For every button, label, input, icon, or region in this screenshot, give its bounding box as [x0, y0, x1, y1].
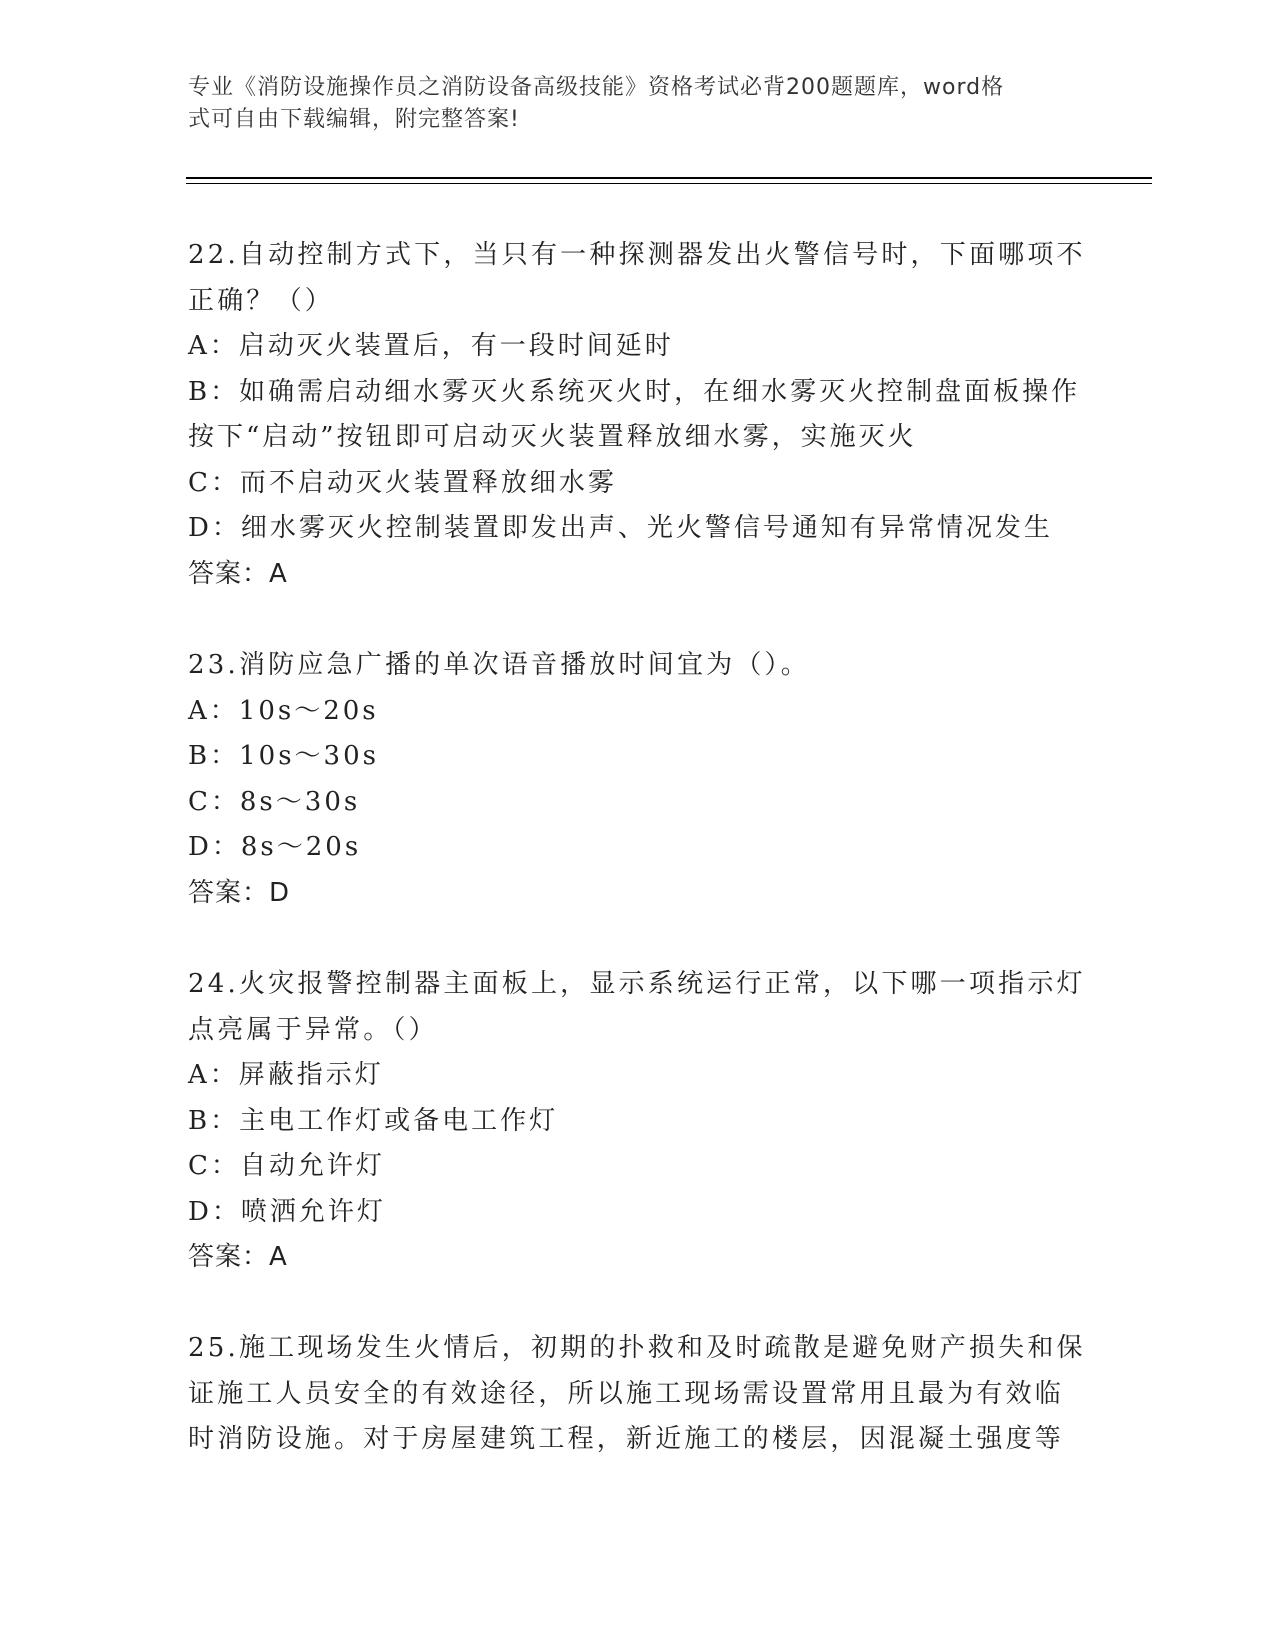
answer-line: 答案：A — [188, 1242, 288, 1272]
header-line-2: 式可自由下载编辑，附完整答案! — [188, 107, 520, 132]
option-b: B：10s～30s — [188, 741, 379, 771]
question-stem — [188, 233, 1088, 324]
header-line-1: 专业《消防设施操作员之消防设备高级技能》资格考试必背200题题库，word格 — [188, 75, 1005, 100]
option-a: A：屏蔽指示灯 — [188, 1060, 384, 1090]
option-c: C：8s～30s — [188, 786, 361, 817]
stem-line: 证施工人员安全的有效途径，所以施工现场需设置常用且最为有效临 — [188, 1378, 1065, 1409]
option-b: B：如确需启动细水雾灭火系统灭火时，在细水雾灭火控制盘面板操作 — [188, 376, 1081, 407]
question-25 — [188, 1326, 1088, 1463]
question-24 — [188, 962, 1088, 1281]
option-d: D：细水雾灭火控制装置即发出声、光火警信号通知有异常情况发生 — [188, 513, 1053, 543]
option-d: D：8s～20s — [188, 832, 362, 862]
stem-line: 正确？（） — [188, 285, 335, 316]
option-b-continued: 按下“启动”按钮即可启动灭火装置释放细水雾，实施灭火 — [188, 422, 917, 452]
question-stem — [188, 643, 1088, 689]
stem-line: 24.火灾报警控制器主面板上，显示系统运行正常，以下哪一项指示灯 — [188, 969, 1086, 999]
option-list — [188, 689, 1088, 871]
question-stem — [188, 962, 1088, 1053]
option-a: A：启动灭火装置后，有一段时间延时 — [188, 331, 674, 361]
option-list — [188, 324, 1088, 552]
question-stem — [188, 1326, 1088, 1463]
header-divider-thin — [186, 183, 1152, 184]
header-divider-thick — [186, 177, 1152, 179]
document-header — [188, 72, 1068, 136]
option-list — [188, 1053, 1088, 1235]
stem-line: 22.自动控制方式下，当只有一种探测器发出火警信号时，下面哪项不 — [188, 240, 1086, 270]
option-c: C：而不启动灭火装置释放细水雾 — [188, 467, 617, 498]
stem-line: 时消防设施。对于房屋建筑工程，新近施工的楼层，因混凝土强度等 — [188, 1424, 1065, 1454]
option-b: B：主电工作灯或备电工作灯 — [188, 1105, 559, 1136]
option-a: A：10s～20s — [188, 695, 379, 726]
option-c: C：自动允许灯 — [188, 1151, 385, 1181]
answer-line: 答案：A — [188, 558, 288, 589]
question-23 — [188, 643, 1088, 916]
stem-line: 23.消防应急广播的单次语音播放时间宜为（）。 — [188, 650, 810, 680]
answer-line: 答案：D — [188, 877, 291, 908]
stem-line: 25.施工现场发生火情后，初期的扑救和及时疏散是避免财产损失和保 — [188, 1333, 1086, 1363]
option-d: D：喷洒允许灯 — [188, 1196, 386, 1227]
stem-line: 点亮属于异常。（） — [188, 1014, 438, 1045]
question-22 — [188, 233, 1088, 597]
